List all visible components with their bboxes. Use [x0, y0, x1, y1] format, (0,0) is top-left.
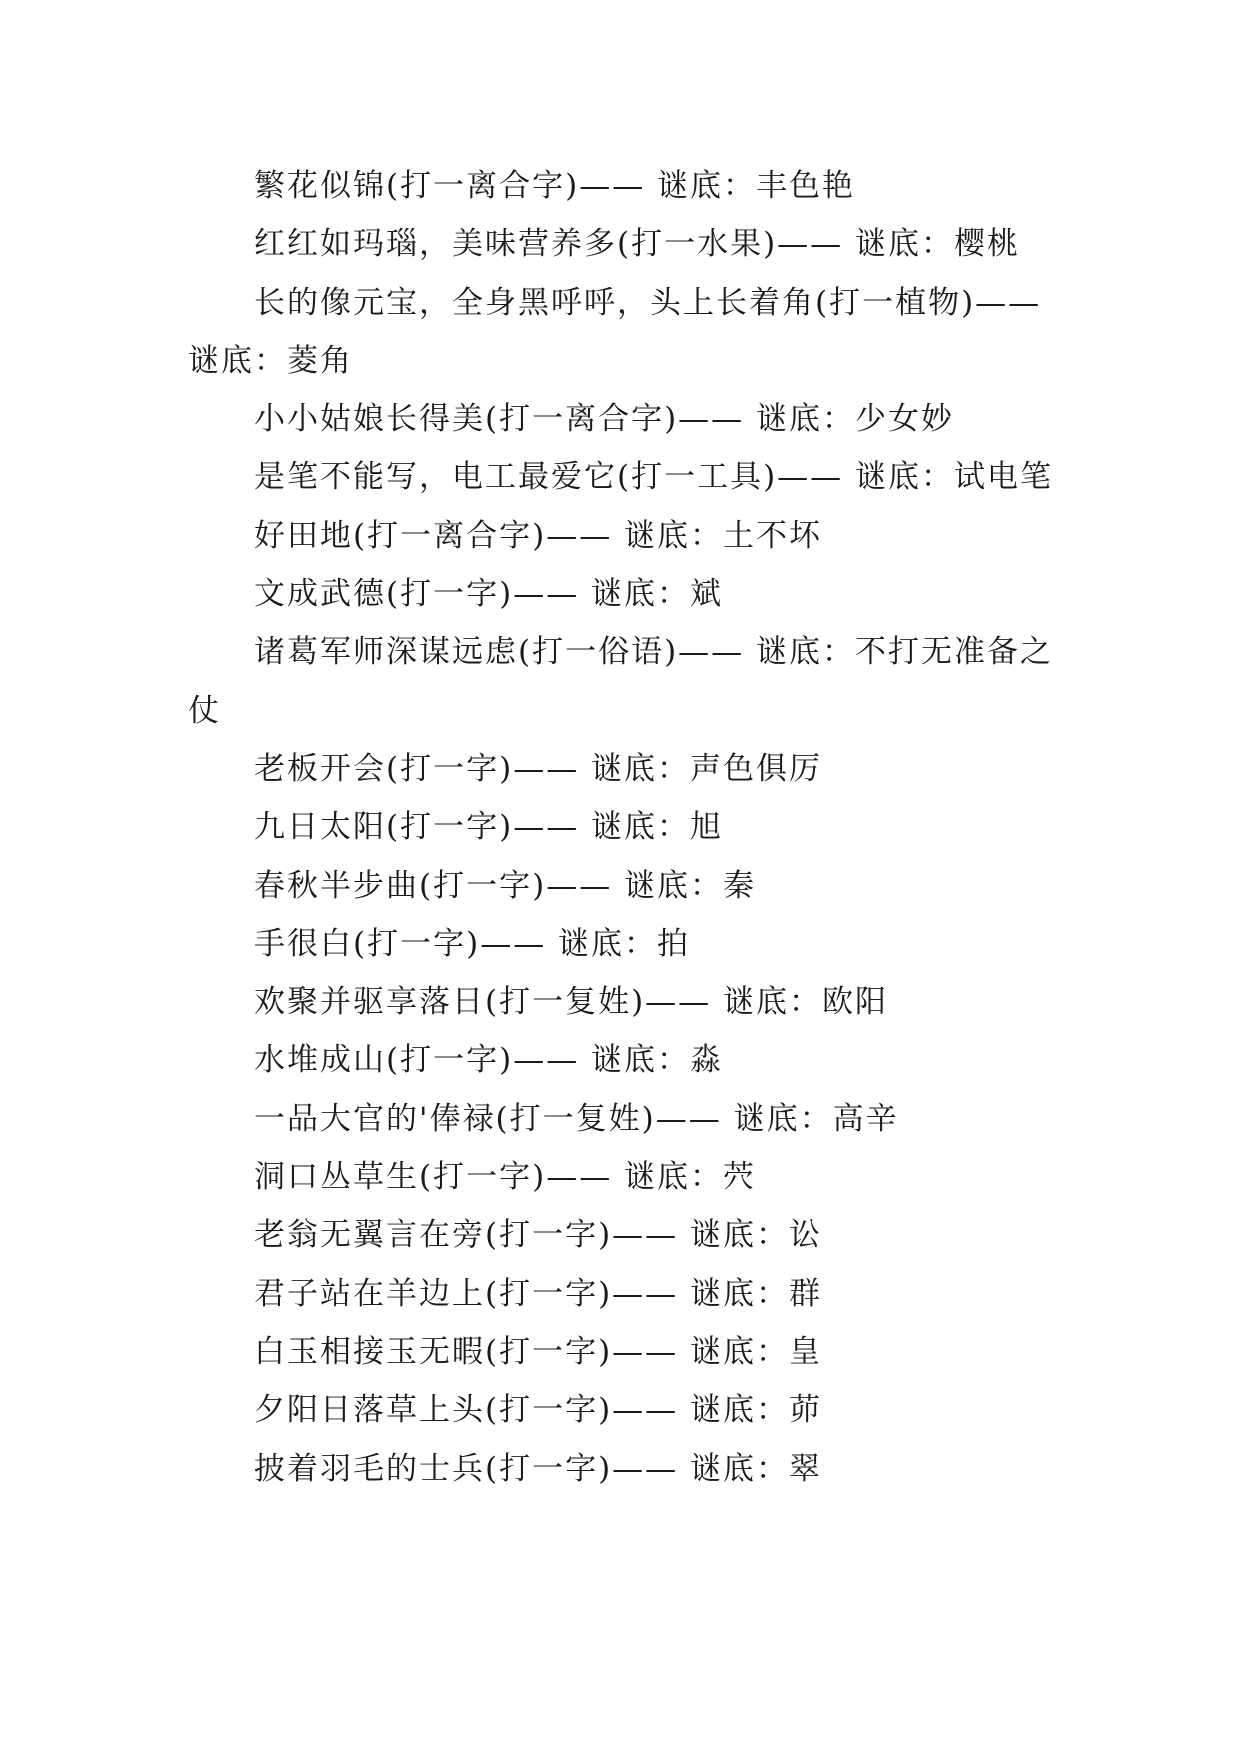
riddle-paragraph: 春秋半步曲(打一字)—— 谜底：秦	[254, 867, 757, 904]
riddle-paragraph: 诸葛军师深谋远虑(打一俗语)—— 谜底：不打无准备之仗	[188, 634, 1054, 729]
riddle-paragraph: 一品大官的'俸禄(打一复姓)—— 谜底：高辛	[254, 1100, 899, 1137]
riddle-paragraph: 繁花似锦(打一离合字)—— 谜底：丰色艳	[254, 168, 856, 204]
riddle-paragraph: 洞口丛草生(打一字)—— 谜底：茓	[254, 1159, 757, 1196]
riddle-paragraph: 好田地(打一离合字)—— 谜底：土不坏	[254, 517, 823, 554]
riddle-paragraph: 文成武德(打一字)—— 谜底：斌	[254, 576, 724, 613]
riddle-paragraph: 红红如玛瑙，美味营养多(打一水果)—— 谜底：樱桃	[254, 226, 1021, 263]
riddle-paragraph: 欢聚并驱享落日(打一复姓)—— 谜底：欧阳	[254, 984, 889, 1021]
riddle-paragraph: 老翁无翼言在旁(打一字)—— 谜底：讼	[254, 1217, 823, 1254]
riddle-paragraph: 手很白(打一字)—— 谜底：拍	[254, 925, 691, 962]
riddle-paragraph: 小小姑娘长得美(打一离合字)—— 谜底：少女妙	[254, 401, 955, 438]
riddle-paragraph: 是笔不能写，电工最爱它(打一工具)—— 谜底：试电笔	[254, 459, 1054, 496]
riddle-paragraph: 九日太阳(打一字)—— 谜底：旭	[254, 809, 724, 846]
riddle-paragraph: 长的像元宝，全身黑呼呼，头上长着角(打一植物)——谜底：菱角	[188, 284, 1042, 379]
riddle-paragraph: 水堆成山(打一字)—— 谜底：淼	[254, 1042, 724, 1079]
riddle-paragraph: 君子站在羊边上(打一字)—— 谜底：群	[254, 1275, 823, 1312]
riddle-paragraph: 夕阳日落草上头(打一字)—— 谜底：茆	[254, 1392, 823, 1429]
riddle-paragraph: 白玉相接玉无暇(打一字)—— 谜底：皇	[254, 1333, 823, 1370]
riddle-list	[188, 157, 1058, 1498]
riddle-paragraph: 披着羽毛的士兵(打一字)—— 谜底：翠	[254, 1450, 823, 1487]
riddle-paragraph: 老板开会(打一字)—— 谜底：声色俱厉	[254, 750, 823, 787]
